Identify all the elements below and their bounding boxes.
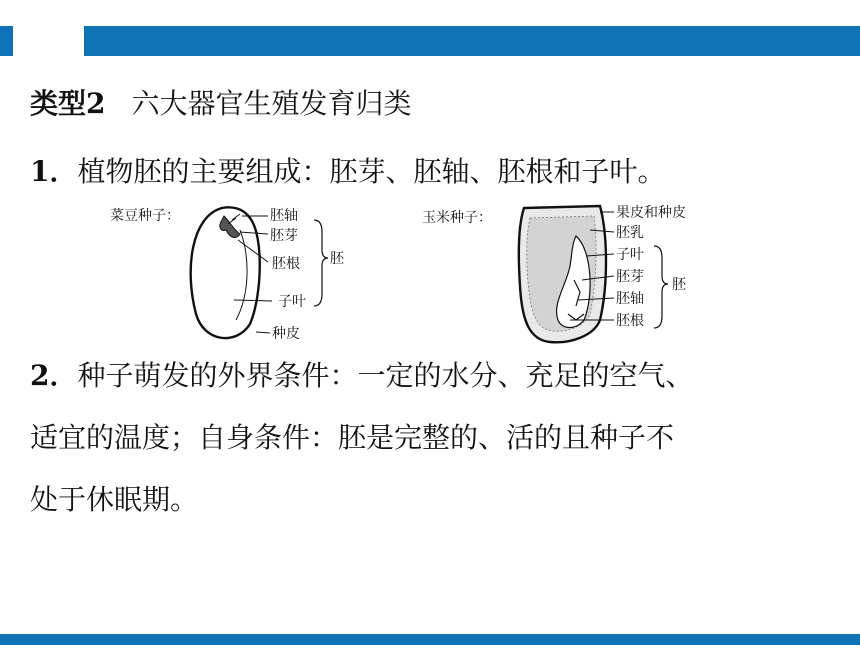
corn-label-cotyledon: 子叶 [616, 247, 644, 263]
bean-seed-diagram [110, 207, 345, 342]
point-2 [30, 352, 694, 524]
bean-caption: 菜豆种子： [110, 208, 180, 224]
bean-label-coat: 种皮 [272, 326, 300, 342]
point-2-line-3: 处于休眠期。 [30, 483, 199, 516]
seed-diagrams [100, 196, 720, 356]
bean-embryo-brace [314, 220, 328, 306]
bean-label-bud: 胚芽 [270, 228, 298, 244]
corn-label-root: 胚根 [616, 313, 644, 329]
heading-tag: 类型2 [30, 87, 106, 120]
corn-label-endosperm: 胚乳 [616, 225, 644, 241]
corn-seed-diagram [422, 204, 687, 342]
point-1-number: 1． [30, 155, 78, 188]
point-2-line-1 [30, 352, 694, 400]
corn-label-axis: 胚轴 [616, 291, 644, 307]
corn-label-bud: 胚芽 [616, 269, 644, 285]
corn-caption: 玉米种子： [422, 210, 492, 226]
footer-bar [0, 634, 860, 645]
bean-label-cotyledon: 子叶 [278, 294, 306, 310]
point-1-text: 植物胚的主要组成：胚芽、胚轴、胚根和子叶。 [77, 155, 666, 188]
heading-title: 六大器官生殖发育归类 [131, 87, 412, 120]
point-2-line-2: 适宜的温度；自身条件：胚是完整的、活的且种子不 [30, 421, 675, 454]
point-2-text-1: 种子萌发的外界条件：一定的水分、充足的空气、 [77, 359, 694, 392]
seed-diagrams-svg [100, 196, 720, 356]
point-2-number: 2． [30, 359, 78, 392]
corn-label-pericarp: 果皮和种皮 [616, 205, 686, 221]
header-bar [84, 26, 860, 56]
corn-embryo-brace [654, 246, 668, 328]
section-heading [30, 82, 412, 122]
bean-label-axis: 胚轴 [270, 208, 298, 224]
header-accent-block [0, 26, 13, 56]
bean-label-root: 胚根 [272, 256, 300, 272]
corn-label-embryo: 胚 [672, 277, 686, 293]
point-1 [30, 148, 666, 196]
bean-label-embryo: 胚 [330, 251, 344, 267]
